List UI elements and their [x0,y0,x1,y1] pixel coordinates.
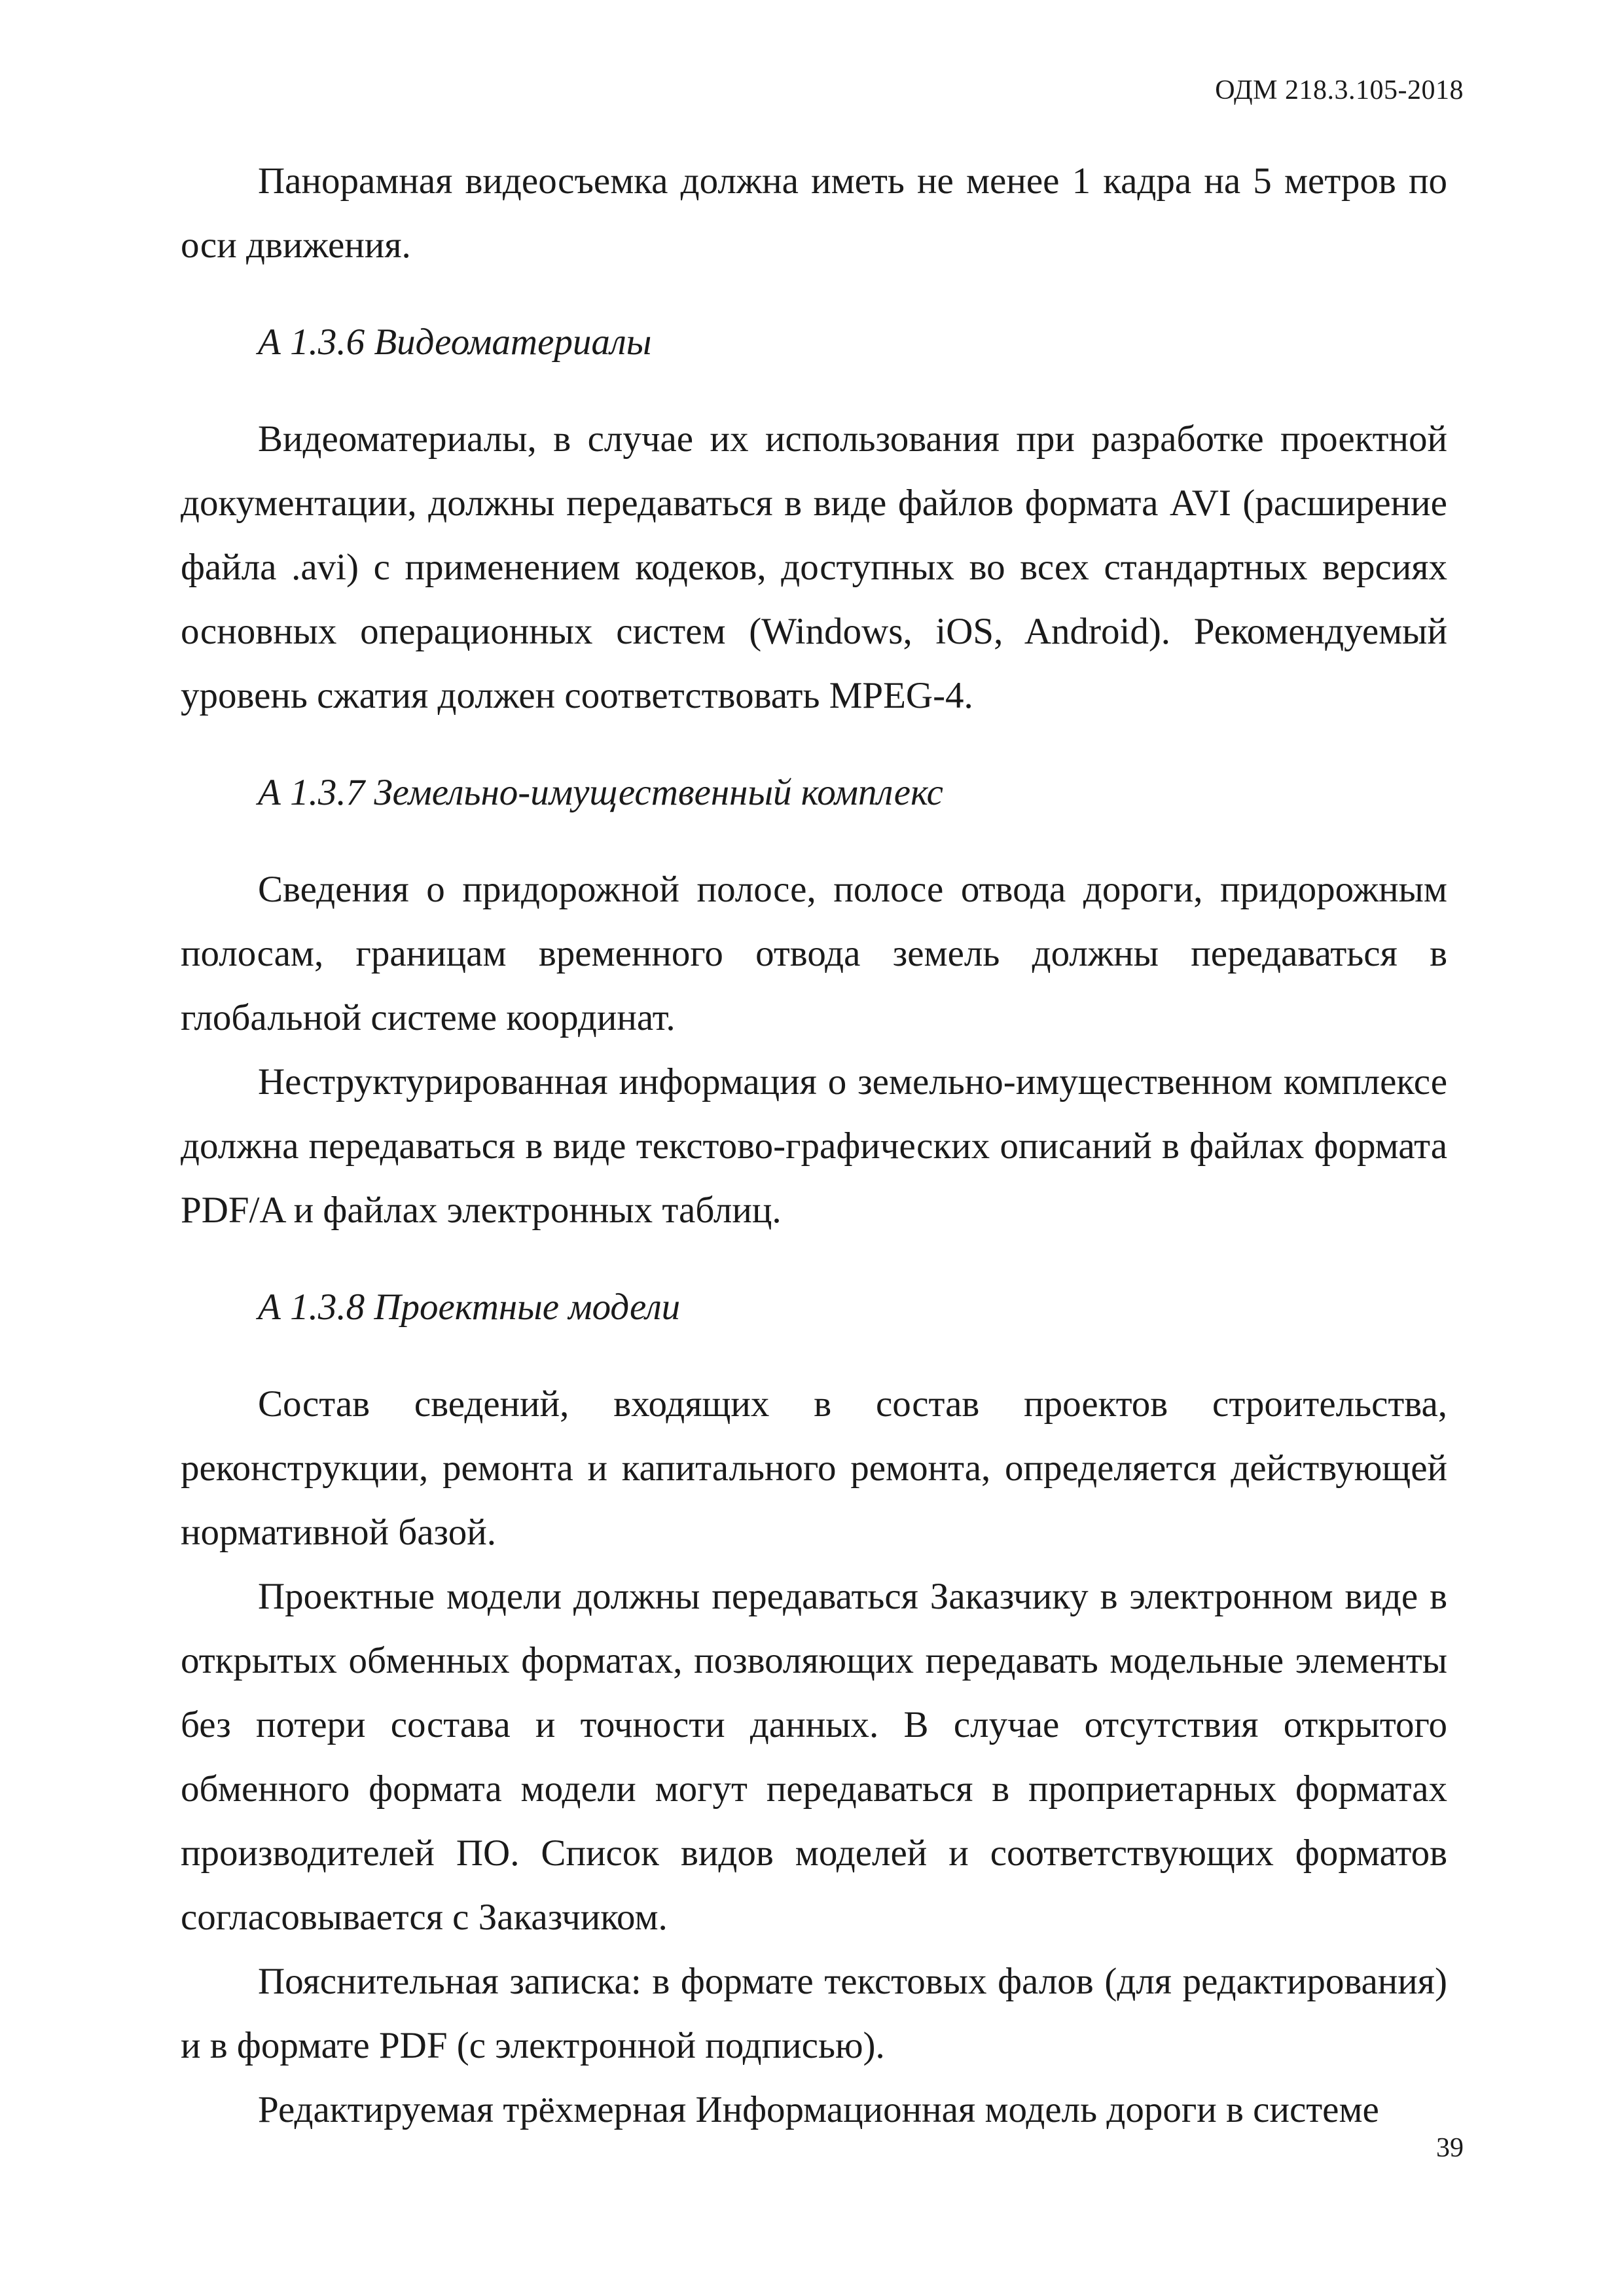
paragraph-video-formats: Видеоматериалы, в случае их использования при разработке проектной документации, должны передаваться в виде файлов формата AVI (расширение файла .avi) с применением кодеков, доступных во всех стандартных версиях основных операционных систем (Windows, iOS, Android). Рекомендуемый уровень сжатия должен соответствовать MPEG-4. [181,418,1447,716]
document-code: ОДМ 218.3.105-2018 [1215,75,1464,105]
paragraph-project-composition: Состав сведений, входящих в состав проектов строительства, реконструкции, ремонта и капитального ремонта, определяется действующей нормативной базой. [181,1383,1447,1553]
page-body [181,149,1447,2142]
paragraph-roadside-strip: Сведения о придорожной полосе, полосе отвода дороги, придорожным полосам, границам временного отвода земель должны передаваться в глобальной системе координат. [181,869,1447,1038]
paragraph-panoramic-video: Панорамная видеосъемка должна иметь не менее 1 кадра на 5 метров по оси движения. [181,160,1447,266]
paragraph-editable-3d-model: Редактируемая трёхмерная Информационная модель дороги в системе [258,2089,1379,2130]
paragraph-unstructured-info: Неструктурированная информация о земельно-имущественном комплексе должна передаваться в виде текстово-графических описаний в файлах формата PDF/A и файлах электронных таблиц. [181,1061,1447,1231]
section-heading-video-materials: А 1.3.6 Видеоматериалы [258,321,652,363]
page-number: 39 [1436,2133,1464,2163]
paragraph-model-transfer: Проектные модели должны передаваться Заказчику в электронном виде в открытых обменных форматах, позволяющих передавать модельные элементы без потери состава и точности данных. В случае отсутствия открытого обменного формата модели могут передаваться в проприетарных форматах производителей ПО. Список видов моделей и соответствующих форматов согласовывается с Заказчиком. [181,1576,1447,1938]
section-heading-land-property: А 1.3.7 Земельно-имущественный комплекс [258,772,943,813]
section-heading-design-models: А 1.3.8 Проектные модели [258,1286,681,1328]
paragraph-explanatory-note: Пояснительная записка: в формате текстовых фалов (для редактирования) и в формате PDF (с электронной подписью). [181,1961,1447,2066]
